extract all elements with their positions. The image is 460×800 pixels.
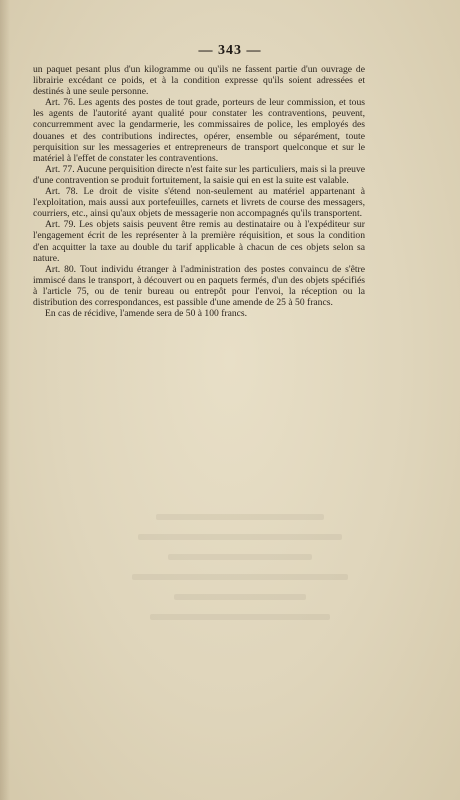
page-edge-shadow [0, 0, 10, 800]
page-number: — 343 — [198, 43, 262, 58]
paragraph-art-76: Art. 76. Les agents des postes de tout grade, porteurs de leur commission, et tous les agents de l'autorité ayant qualité pour constater les contraventions, peuvent, concurremment avec la gendarmerie, les commissaires de police, les employés des douanes et des contributions indirectes, opérer, ensemble ou séparément, toute perquisition sur les messageries et entrepreneurs de transport quelconque et sur le matériel à l'effet de constater les contraventions. [33, 97, 365, 164]
paragraph-recidive: En cas de récidive, l'amende sera de 50 à 100 francs. [45, 308, 248, 320]
paragraph-art-78: Art. 78. Le droit de visite s'étend non-seulement au matériel appartenant à l'exploitation, mais aussi aux portefeuilles, carnets et livrets de course des messagers, courriers, etc., ainsi qu'aux objets de messagerie non accompagnés qu'ils transportent. [33, 186, 365, 220]
paragraph-art-80: Art. 80. Tout individu étranger à l'administration des postes convaincu de s'être immiscé dans le transport, à découvert ou en paquets fermés, d'un des objets spécifiés à l'article 75, ou de tenir bureau ou entrepôt pour l'envoi, la réception ou la distribution des correspondances, est passible d'une amende de 25 à 50 francs. [33, 263, 365, 308]
article-text [33, 64, 365, 319]
show-through-text [120, 500, 360, 700]
paragraph-continuation: un paquet pesant plus d'un kilogramme ou qu'ils ne fassent partie d'un ouvrage de librairie excédant ce poids, et à la condition expresse qu'ils soient adressées et destinés à une seule personne. [33, 64, 365, 98]
paragraph-art-79: Art. 79. Les objets saisis peuvent être remis au destinataire ou à l'expéditeur sur l'engagement écrit de les représenter à la première réquisition, et sous la condition d'en acquitter la taxe au double du tarif applicable à chacun de ces objets selon sa nature. [33, 219, 365, 264]
paragraph-art-77: Art. 77. Aucune perquisition directe n'est faite sur les particuliers, mais si la preuve d'une contravention se produit fortuitement, la saisie qui en est la suite est valable. [33, 163, 365, 186]
